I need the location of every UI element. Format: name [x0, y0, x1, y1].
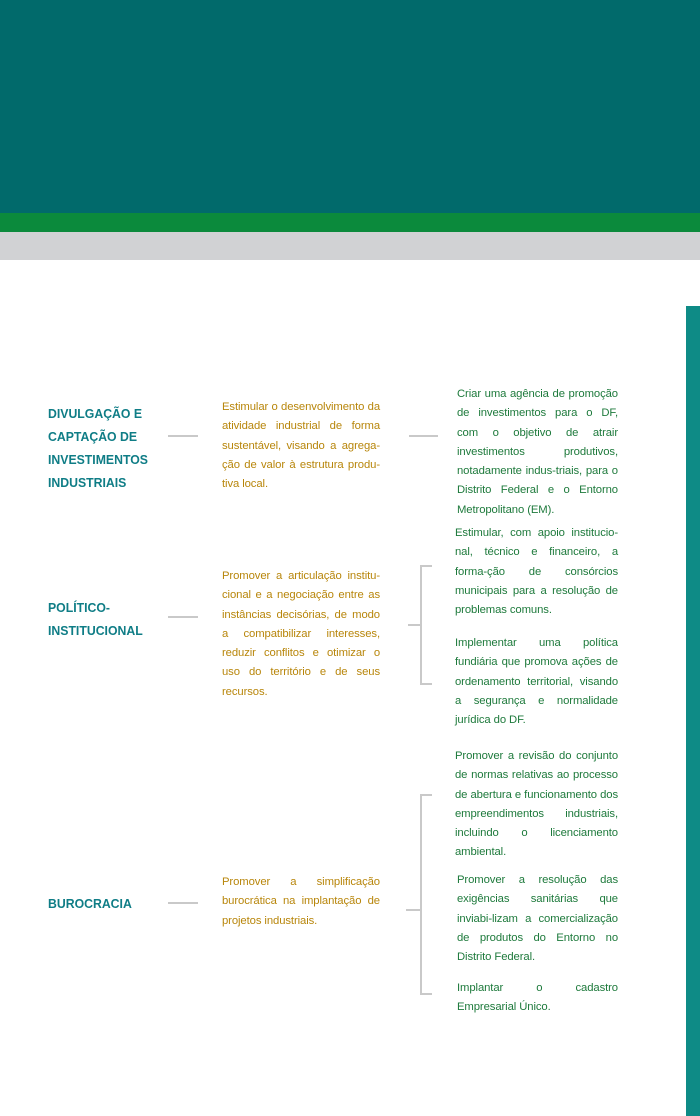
side-accent-bar: [686, 306, 700, 1116]
objective-divulgacao: Estimular o desenvolvimento da atividade industrial de forma sustentável, visando a agrega-ção de valor à estrutura produ-tiva local.: [222, 401, 380, 491]
bracket-line: [420, 683, 432, 685]
action-politico-1: Estimular, com apoio institucio-nal, técnico e financeiro, a forma-ção de consórcios municipais para a resolução de problemas comuns.: [455, 527, 618, 617]
action-burocracia-2: Promover a resolução das exigências sanitárias que inviabi-lizam a comercialização de produtos do Entorno no Distrito Federal.: [457, 874, 618, 964]
action-burocracia-3: Implantar o cadastro Empresarial Único.: [457, 982, 618, 1014]
bracket-line: [420, 794, 432, 796]
connector-line: [168, 616, 198, 618]
action-divulgacao-1: Criar uma agência de promoção de investimentos para o DF, com o objetivo de atrair investimentos produtivos, notadamente indus-triais, para o Distrito Federal e o Entorno Metropolitano (EM).: [457, 388, 618, 516]
category-burocracia: BUROCRACIA: [48, 896, 132, 911]
category-divulgacao: DIVULGAÇÃO E CAPTAÇÃO DE INVESTIMENTOS INDUSTRIAIS: [48, 406, 148, 490]
header-band: [0, 0, 700, 213]
connector-line: [168, 435, 198, 437]
action-burocracia-1: Promover a revisão do conjunto de normas relativas ao processo de abertura e funcionamento dos empreendimentos industriais, incluindo o licenciamento ambiental.: [455, 750, 618, 859]
connector-line: [168, 902, 198, 904]
objective-burocracia: Promover a simplificação burocrática na implantação de projetos industriais.: [222, 876, 380, 927]
bracket-line: [420, 565, 422, 684]
gray-stripe: [0, 232, 700, 260]
action-politico-2: Implementar uma política fundiária que promova ações de ordenamento territorial, visando a segurança e normalidade jurídica do DF.: [455, 637, 618, 727]
green-stripe: [0, 213, 700, 232]
objective-politico: Promover a articulação institu-cional e a negociação entre as instâncias decisórias, de modo a compatibilizar interesses, reduzir conflitos e otimizar o uso do território e de seus recursos.: [222, 570, 380, 698]
connector-line: [409, 435, 438, 437]
category-politico: POLÍTICO-INSTITUCIONAL: [48, 600, 143, 638]
bracket-line: [420, 993, 432, 995]
bracket-line: [420, 565, 432, 567]
bracket-line: [420, 794, 422, 994]
